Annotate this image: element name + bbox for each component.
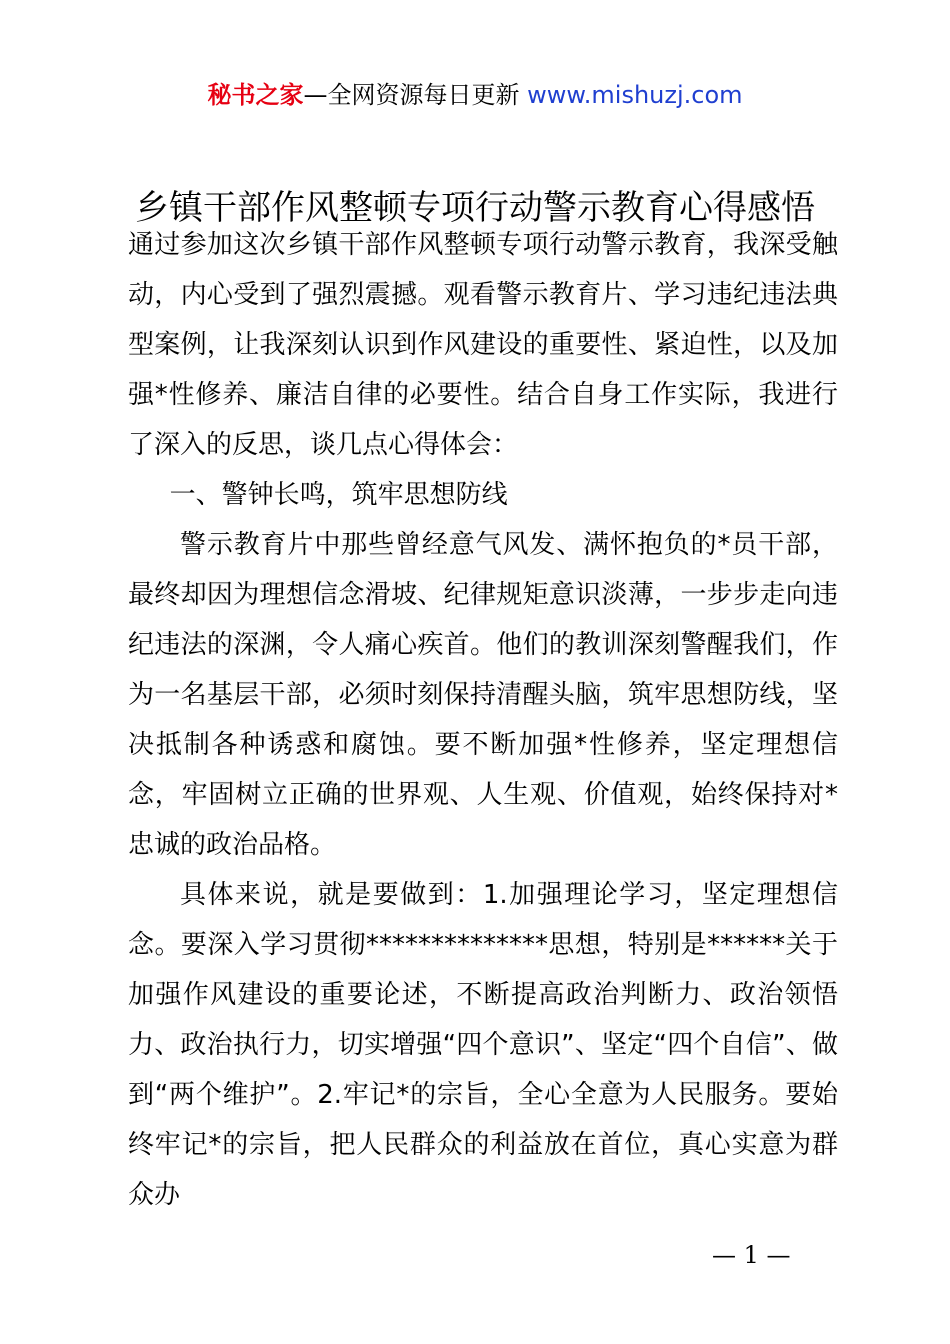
- site-brand: 秘书之家: [207, 81, 304, 109]
- body-paragraph: 具体来说，就是要做到：1.加强理论学习，坚定理想信念。要深入学习贯彻**************思想，特别是******关于加强作风建设的重要论述，不断提高政治判断力、政治领悟力、政治执行力，切实增强“四个意识”、坚定“四个自信”、做到“两个维护”。2.牢记*的宗旨，全心全意为人民服务。要始终牢记*的宗旨，把人民群众的利益放在首位，真心实意为群众办: [128, 880, 838, 1210]
- intro-paragraph: 通过参加这次乡镇干部作风整顿专项行动警示教育，我深受触动，内心受到了强烈震撼。观看警示教育片、学习违纪违法典型案例，让我深刻认识到作风建设的重要性、紧迫性，以及加强*性修养、廉洁自律的必要性。结合自身工作实际，我进行了深入的反思，谈几点心得体会：: [128, 230, 838, 460]
- site-tagline: —全网资源每日更新: [303, 81, 528, 109]
- page-number: — 1 —: [712, 1241, 791, 1269]
- site-url-link[interactable]: www.mishuzj.com: [527, 81, 743, 109]
- document-title: 乡镇干部作风整顿专项行动警示教育心得感悟: [135, 188, 815, 228]
- section-heading: 一、警钟长鸣，筑牢思想防线: [169, 480, 508, 510]
- body-paragraph: 警示教育片中那些曾经意气风发、满怀抱负的*员干部，最终却因为理想信念滑坡、纪律规矩意识淡薄，一步步走向违纪违法的深渊，令人痛心疾首。他们的教训深刻警醒我们，作为一名基层干部，必须时刻保持清醒头脑，筑牢思想防线，坚决抵制各种诱惑和腐蚀。要不断加强*性修养，坚定理想信念，牢固树立正确的世界观、人生观、价值观，始终保持对*忠诚的政治品格。: [128, 530, 838, 860]
- site-header: [0, 78, 950, 112]
- document-body: [128, 205, 838, 1220]
